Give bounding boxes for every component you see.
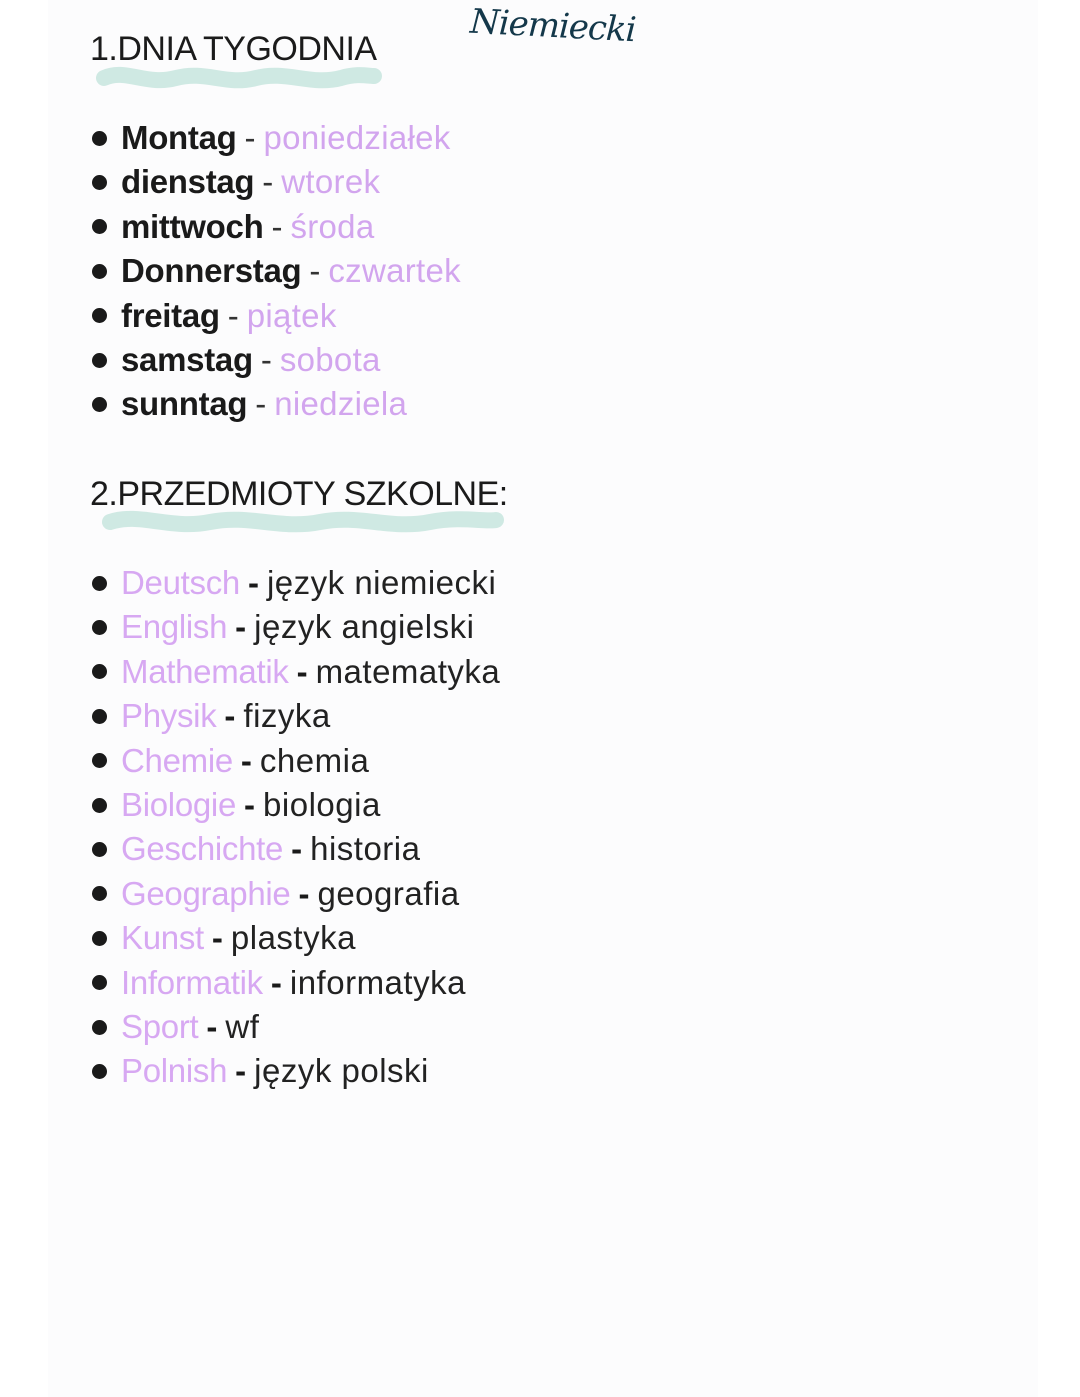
polish-word: wtorek	[281, 163, 381, 201]
german-word: Mathematik	[121, 652, 289, 690]
polish-word: język polski	[254, 1052, 429, 1090]
separator: -	[227, 296, 239, 334]
list-item	[88, 1049, 500, 1093]
bullet-icon	[92, 353, 107, 368]
separator: -	[244, 785, 256, 823]
handwritten-title: Niemiecki	[469, 1, 637, 51]
list-item	[88, 650, 500, 694]
list-item	[88, 916, 500, 960]
list-item	[88, 561, 500, 605]
bullet-icon	[92, 576, 107, 591]
bullet-icon	[92, 397, 107, 412]
separator: -	[309, 252, 321, 290]
german-word: Geographie	[121, 874, 291, 912]
bullet-icon	[92, 753, 107, 768]
section-title-days: 1.DNIA TYGODNIA	[90, 30, 377, 68]
list-item	[88, 160, 461, 204]
german-word: Chemie	[121, 741, 233, 779]
german-word: Sport	[121, 1007, 199, 1045]
list-item	[88, 382, 461, 426]
bullet-icon	[92, 1064, 107, 1079]
bullet-icon	[92, 798, 107, 813]
german-word: Physik	[121, 697, 217, 735]
german-word: samstag	[121, 340, 253, 378]
separator: -	[206, 1007, 218, 1045]
separator: -	[224, 697, 236, 735]
bullet-icon	[92, 709, 107, 724]
german-word: dienstag	[121, 163, 255, 201]
separator: -	[240, 741, 252, 779]
separator: -	[291, 830, 303, 868]
german-word: sunntag	[121, 385, 248, 423]
separator: -	[244, 119, 256, 156]
polish-word: środa	[290, 207, 375, 245]
bullet-icon	[92, 975, 107, 990]
polish-word: język niemiecki	[266, 564, 497, 601]
polish-word: piątek	[246, 296, 337, 334]
list-item	[88, 783, 500, 827]
separator: -	[298, 874, 310, 912]
list-item	[88, 827, 500, 871]
section-title-subjects: 2.PRZEDMIOTY SZKOLNE:	[90, 475, 508, 513]
bullet-icon	[92, 175, 107, 190]
bullet-icon	[92, 308, 107, 323]
list-item	[88, 338, 461, 382]
bullet-icon	[92, 620, 107, 635]
list-item	[88, 872, 500, 916]
german-word: Montag	[121, 119, 237, 156]
separator: -	[247, 564, 259, 601]
separator: -	[255, 385, 267, 423]
separator: -	[211, 919, 223, 957]
list-item	[88, 249, 461, 293]
bullet-icon	[92, 931, 107, 946]
polish-word: poniedziałek	[263, 119, 451, 156]
polish-word: czwartek	[328, 252, 461, 290]
polish-word: wf	[225, 1007, 260, 1045]
german-word: Informatik	[121, 963, 263, 1001]
german-word: mittwoch	[121, 207, 264, 245]
separator: -	[260, 340, 272, 378]
german-word: Deutsch	[121, 564, 240, 601]
polish-word: informatyka	[289, 963, 466, 1001]
bullet-icon	[92, 1020, 107, 1035]
list-item	[88, 605, 500, 649]
polish-word: fizyka	[243, 697, 331, 735]
bullet-icon	[92, 886, 107, 901]
list-item	[88, 116, 461, 160]
german-word: Polnish	[121, 1052, 228, 1090]
bullet-icon	[92, 264, 107, 279]
list-item	[88, 694, 500, 738]
german-word: Biologie	[121, 785, 237, 823]
subjects-list	[88, 561, 500, 1094]
german-word: freitag	[121, 296, 220, 334]
separator: -	[271, 207, 283, 245]
list-item	[88, 739, 500, 783]
separator: -	[235, 1052, 247, 1090]
polish-word: sobota	[279, 340, 381, 378]
polish-word: chemia	[259, 741, 370, 779]
polish-word: język angielski	[254, 608, 475, 646]
list-item	[88, 961, 500, 1005]
bullet-icon	[92, 219, 107, 234]
polish-word: historia	[310, 830, 421, 868]
list-item	[88, 1005, 500, 1049]
list-item	[88, 294, 461, 338]
bullet-icon	[92, 842, 107, 857]
polish-word: biologia	[263, 785, 381, 823]
days-list	[88, 116, 461, 427]
german-word: Kunst	[121, 919, 204, 957]
separator: -	[262, 163, 274, 201]
german-word: English	[121, 608, 228, 646]
polish-word: geografia	[317, 874, 460, 912]
bullet-icon	[92, 664, 107, 679]
polish-word: plastyka	[230, 919, 356, 957]
polish-word: niedziela	[274, 385, 408, 423]
polish-word: matematyka	[315, 652, 501, 690]
separator: -	[296, 652, 308, 690]
list-item	[88, 205, 461, 249]
german-word: Donnerstag	[121, 252, 302, 290]
german-word: Geschichte	[121, 830, 284, 868]
bullet-icon	[92, 131, 107, 146]
separator: -	[270, 963, 282, 1001]
separator: -	[235, 608, 247, 646]
